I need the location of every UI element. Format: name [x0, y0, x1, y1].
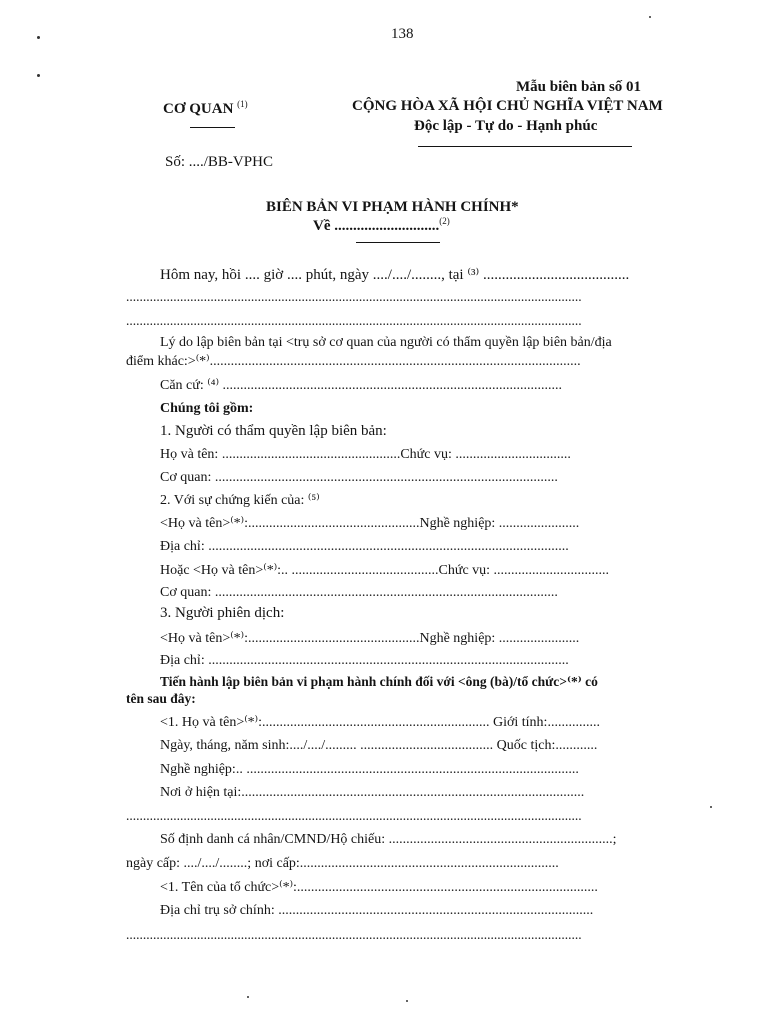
form-line-date-place: Hôm nay, hồi .... giờ .... phút, ngày ..../..../........, tại ⁽³⁾ ....................................... [160, 267, 630, 283]
scan-speck [710, 806, 712, 808]
form-line-witness-alt-name: Hoặc <Họ và tên>⁽*⁾:.. ..........................................Chức vụ: ................................. [160, 563, 610, 578]
document-number: Số: ..../BB-VPHC [165, 154, 273, 170]
subject-text: Về ............................ [313, 218, 440, 234]
scan-speck [37, 74, 40, 77]
form-line-birth-nationality: Ngày, tháng, năm sinh:..../..../......... ...................................... Quốc tịch:............ [160, 738, 598, 753]
form-line-dots: ....................................................................................................................................... [126, 289, 582, 304]
subject-footnote: (2) [439, 216, 450, 226]
motto-underline [418, 146, 632, 147]
agency-name: CƠ QUAN [163, 101, 234, 117]
scan-speck [37, 36, 40, 39]
form-line-dots: ....................................................................................................................................... [126, 313, 582, 328]
title-underline [356, 242, 440, 243]
form-line-basis: Căn cứ: ⁽⁴⁾ ................................................................................................. [160, 378, 563, 393]
form-heading-interpreter: 3. Người phiên dịch: [160, 605, 285, 621]
scan-speck [649, 16, 651, 18]
form-line-interpreter-name: <Họ và tên>⁽*⁾:.................................................Nghề nghiệp: ....................... [160, 631, 580, 646]
form-line-proceeding-cont: tên sau đây: [126, 691, 196, 706]
form-heading-members: Chúng tôi gồm: [160, 401, 254, 416]
form-line-authority-name: Họ và tên: ...................................................Chức vụ: ................................. [160, 447, 571, 462]
form-line-issue-info: ngày cấp: ..../..../........; nơi cấp:.......................................................................... [126, 856, 559, 871]
form-line-proceeding: Tiến hành lập biên bản vi phạm hành chính đối với <ông (bà)/tổ chức>⁽*⁾ có [160, 674, 598, 689]
scan-speck [406, 1000, 408, 1002]
form-line-interpreter-address: Địa chỉ: ....................................................................................................... [160, 653, 569, 668]
form-line-headquarters: Địa chỉ trụ sở chính: .......................................................................................... [160, 903, 594, 918]
form-line-person-name: <1. Họ và tên>⁽*⁾:................................................................. Giới tính:............... [160, 715, 600, 730]
page-number: 138 [391, 26, 414, 42]
form-line-reason: Lý do lập biên bản tại <trụ sở cơ quan của người có thẩm quyền lập biên bản/địa [160, 335, 612, 350]
form-number: Mẫu biên bản số 01 [516, 79, 642, 95]
form-line-residence: Nơi ở hiện tại:.................................................................................................. [160, 785, 585, 800]
form-line-authority-agency: Cơ quan: .................................................................................................. [160, 470, 558, 485]
form-line-witness-alt-agency: Cơ quan: .................................................................................................. [160, 585, 558, 600]
form-heading-authority: 1. Người có thẩm quyền lập biên bản: [160, 423, 387, 439]
document-subject [313, 216, 450, 235]
agency-footnote: (1) [237, 99, 248, 109]
form-heading-witness: 2. Với sự chứng kiến của: ⁽⁵⁾ [160, 493, 320, 508]
motto: Độc lập - Tự do - Hạnh phúc [414, 118, 598, 134]
form-line-witness-address: Địa chỉ: ....................................................................................................... [160, 539, 569, 554]
form-line-occupation: Nghề nghiệp:.. ............................................................................................... [160, 762, 579, 777]
agency-underline [190, 127, 235, 128]
form-line-organization: <1. Tên của tổ chức>⁽*⁾:...................................................................................... [160, 880, 598, 895]
form-line-reason-cont: điểm khác:>⁽*⁾.......................................................................................................... [126, 354, 581, 369]
scan-speck [247, 996, 249, 998]
form-line-witness-name: <Họ và tên>⁽*⁾:.................................................Nghề nghiệp: ....................... [160, 516, 580, 531]
form-line-dots: ....................................................................................................................................... [126, 808, 582, 823]
agency-label [163, 99, 248, 118]
form-line-dots: ....................................................................................................................................... [126, 927, 582, 942]
document-title: BIÊN BẢN VI PHẠM HÀNH CHÍNH* [266, 199, 519, 215]
form-line-identity: Số định danh cá nhân/CMND/Hộ chiếu: ................................................................; [160, 832, 617, 847]
nation-title: CỘNG HÒA XÃ HỘI CHỦ NGHĨA VIỆT NAM [352, 98, 663, 114]
